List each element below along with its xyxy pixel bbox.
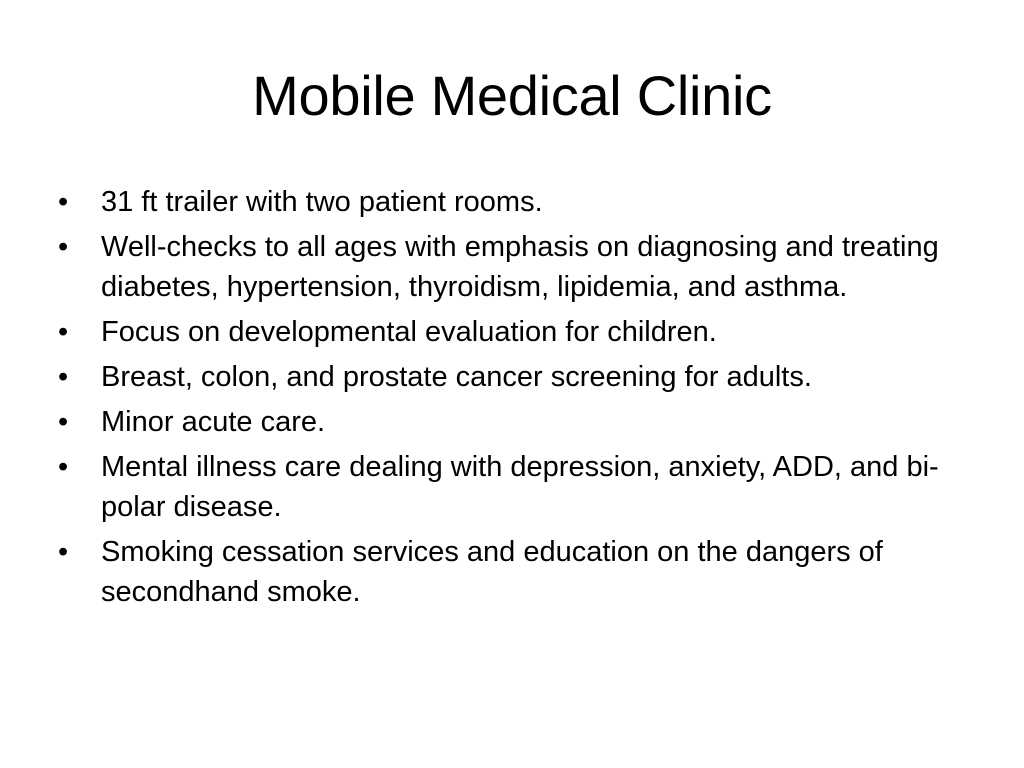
bullet-icon: •	[58, 231, 69, 263]
bullet-icon: •	[58, 361, 69, 393]
bullet-list	[58, 182, 978, 617]
bullet-item	[58, 447, 978, 527]
bullet-text: Breast, colon, and prostate cancer screening for adults.	[101, 361, 812, 393]
bullet-icon: •	[58, 451, 69, 483]
bullet-item	[58, 227, 978, 307]
bullet-item	[58, 532, 978, 612]
slide-title: Mobile Medical Clinic	[252, 64, 772, 127]
bullet-icon: •	[58, 536, 69, 568]
bullet-icon: •	[58, 316, 69, 348]
bullet-text: Minor acute care.	[101, 406, 326, 438]
bullet-text: Mental illness care dealing with depression, anxiety, ADD, and bi-polar disease.	[101, 451, 939, 523]
bullet-item	[58, 312, 978, 352]
bullet-icon: •	[58, 186, 69, 218]
bullet-text: 31 ft trailer with two patient rooms.	[101, 186, 543, 218]
bullet-text: Well-checks to all ages with emphasis on diagnosing and treating diabetes, hypertension, thyroidism, lipidemia, and asthma.	[101, 231, 939, 303]
bullet-text: Smoking cessation services and education on the dangers of secondhand smoke.	[101, 536, 883, 608]
bullet-item	[58, 182, 978, 222]
bullet-item	[58, 402, 978, 442]
bullet-text: Focus on developmental evaluation for children.	[101, 316, 717, 348]
bullet-icon: •	[58, 406, 69, 438]
bullet-item	[58, 357, 978, 397]
